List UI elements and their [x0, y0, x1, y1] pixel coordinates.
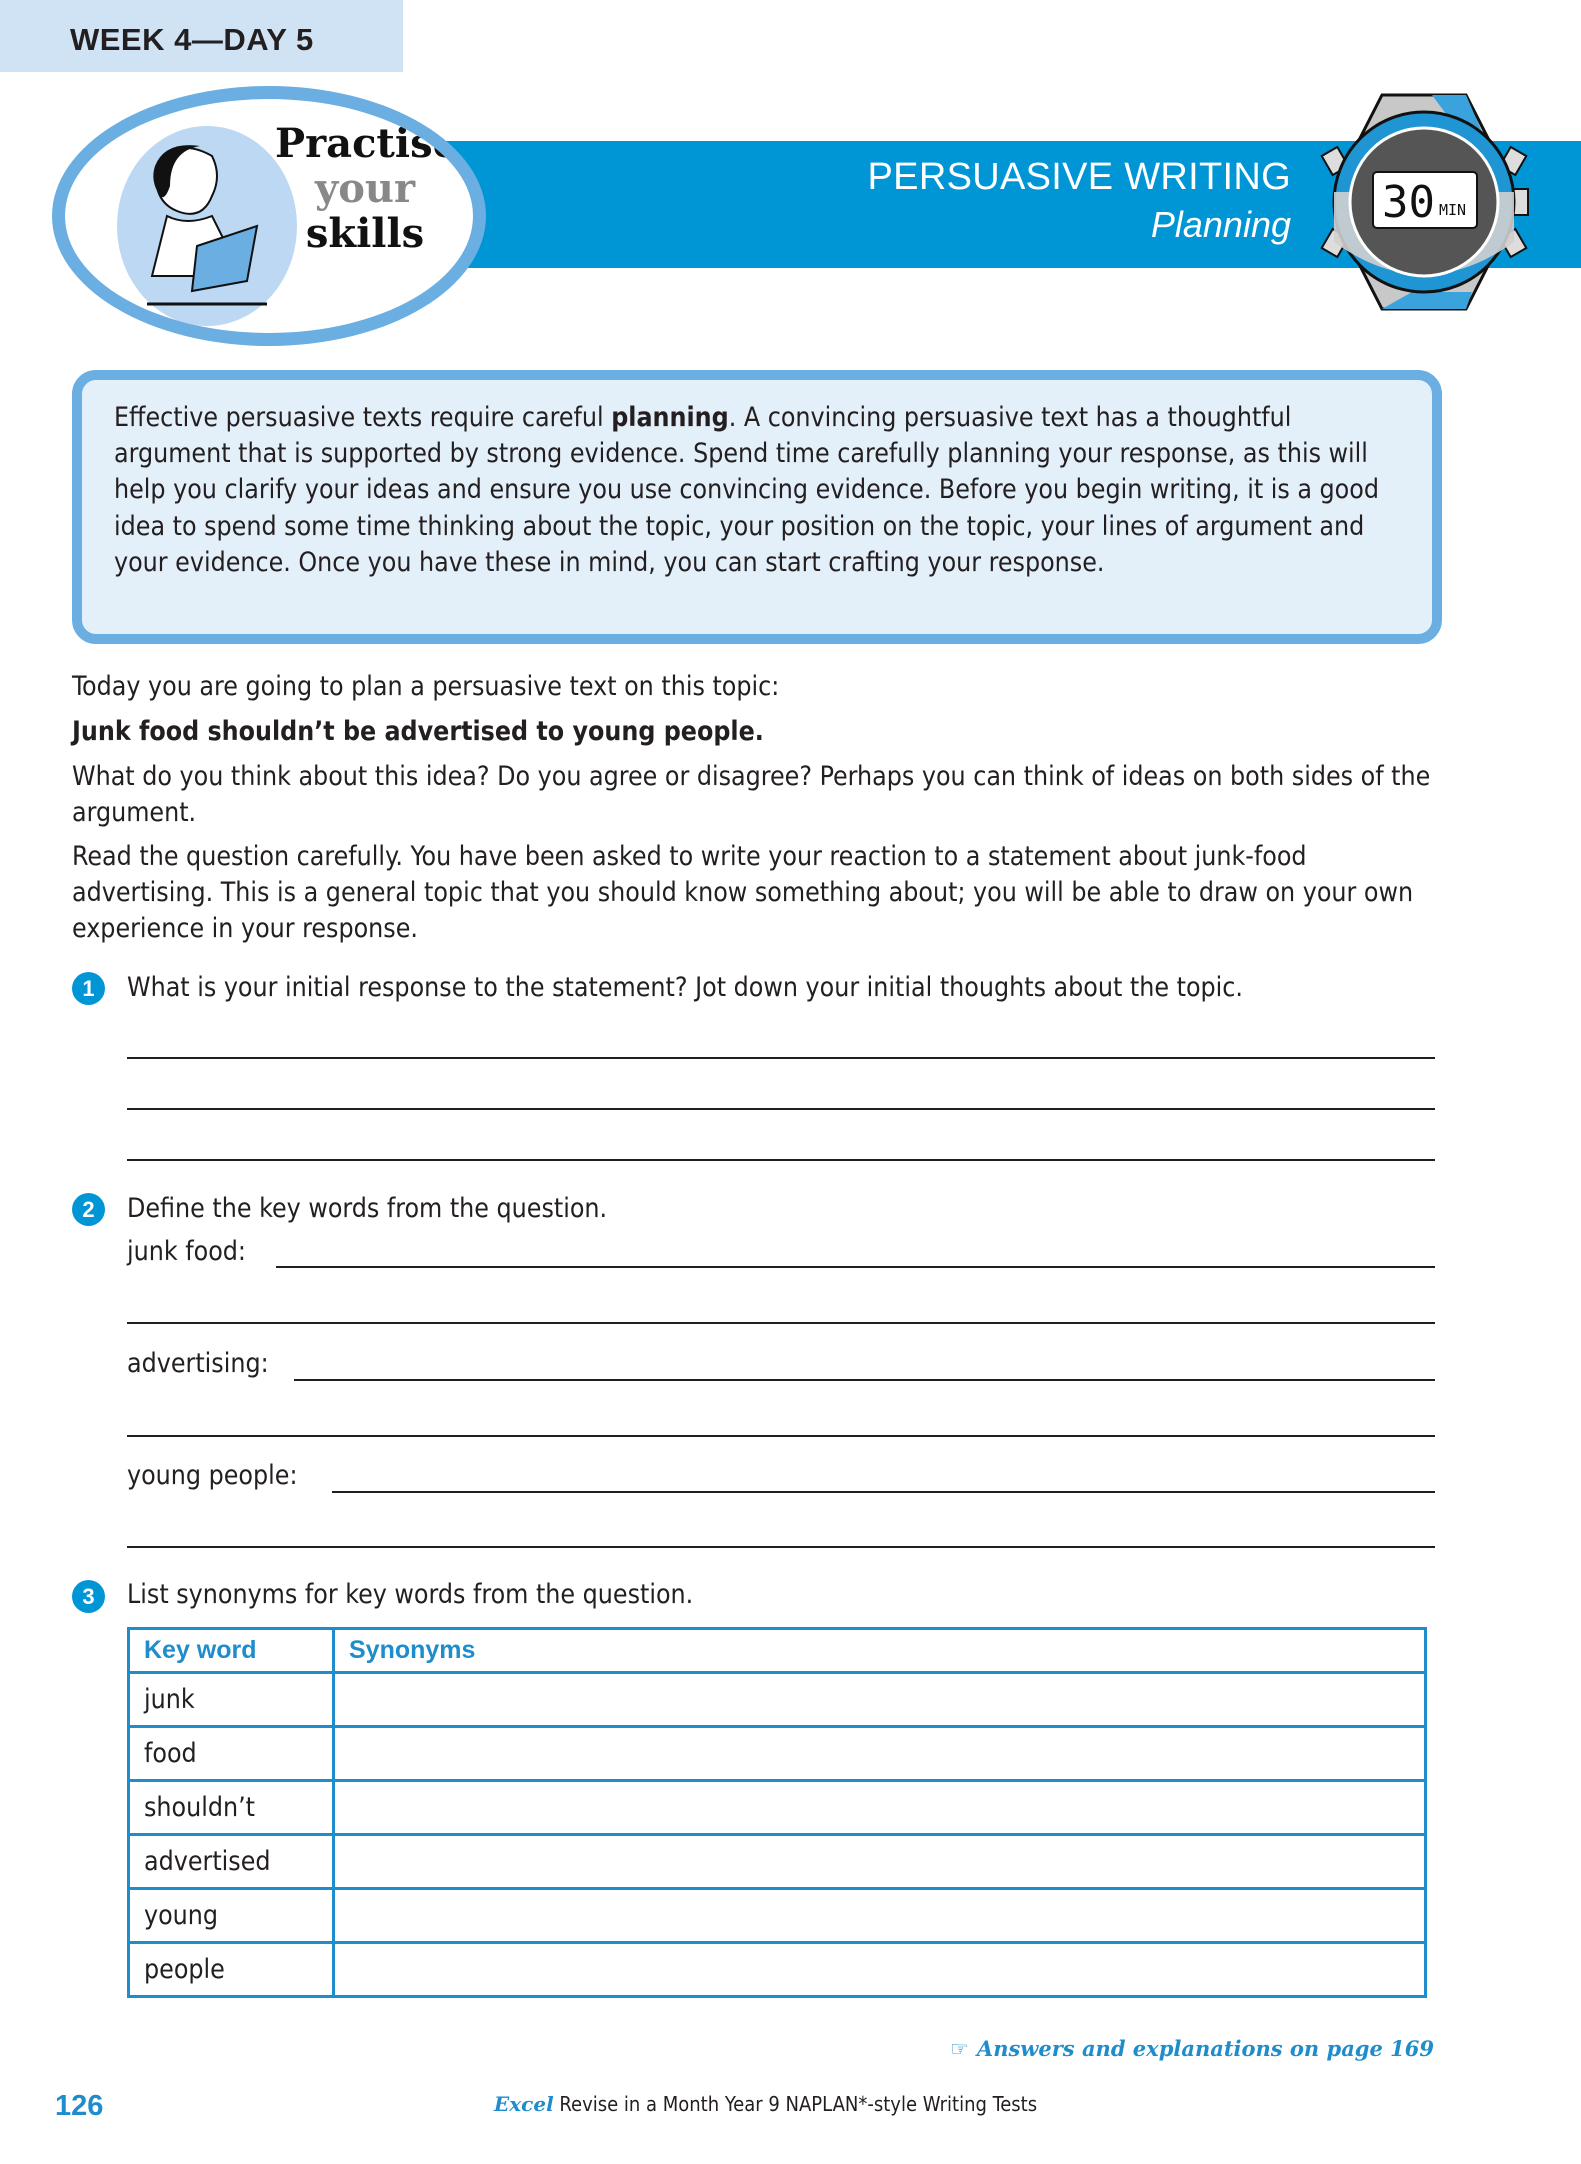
- week-day-label: WEEK 4—DAY 5: [70, 22, 314, 57]
- column-header-key-word: Key word: [129, 1629, 334, 1673]
- synonyms-input-cell[interactable]: [334, 1835, 1426, 1889]
- answer-line[interactable]: [127, 1108, 1435, 1110]
- intro-box: [72, 370, 1442, 644]
- badge-words: [275, 120, 459, 257]
- book-footer: [494, 2092, 1037, 2116]
- synonyms-input-cell[interactable]: [334, 1943, 1426, 1997]
- practise-skills-badge: [52, 86, 486, 346]
- table-row: [129, 1835, 1426, 1889]
- stopwatch-icon: [1312, 92, 1536, 312]
- table-row: [129, 1727, 1426, 1781]
- body-paragraph-instructions: Read the question carefully. You have been asked to write your reaction to a statement about junk-food advertising. This is a general topic that you should know something about; you will be able to draw on your own experience in your response.: [72, 841, 1414, 944]
- synonyms-input-cell[interactable]: [334, 1889, 1426, 1943]
- page-subtitle: Planning: [1150, 204, 1291, 245]
- table-row: [129, 1781, 1426, 1835]
- column-header-synonyms: Synonyms: [334, 1629, 1426, 1673]
- key-word-cell: food: [129, 1727, 334, 1781]
- body-paragraph-intro: Today you are going to plan a persuasive text on this topic:: [72, 671, 780, 702]
- table-row: [129, 1673, 1426, 1727]
- pointing-hand-icon: ☞: [950, 2037, 969, 2061]
- body-paragraph-question: What do you think about this idea? Do you agree or disagree? Perhaps you can think of ideas on both sides of the argument.: [72, 761, 1431, 828]
- junk-food-answer-line[interactable]: [276, 1266, 1435, 1268]
- badge-word-your: your: [314, 165, 416, 212]
- timer-value: 30: [1382, 177, 1435, 228]
- key-word-cell: people: [129, 1943, 334, 1997]
- table-row: [129, 1943, 1426, 1997]
- synonyms-input-cell[interactable]: [334, 1727, 1426, 1781]
- key-word-cell: junk: [129, 1673, 334, 1727]
- question-2-text: Define the key words from the question.: [127, 1193, 608, 1224]
- table-header-row: [129, 1629, 1426, 1673]
- synonyms-table: [127, 1627, 1427, 1998]
- answer-line[interactable]: [127, 1057, 1435, 1059]
- question-3-number-badge: 3: [72, 1580, 105, 1613]
- question-2-number-badge: 2: [72, 1193, 105, 1226]
- junk-food-answer-line-2[interactable]: [127, 1322, 1435, 1324]
- synonyms-input-cell[interactable]: [334, 1781, 1426, 1835]
- badge-word-practise: Practise: [275, 120, 459, 167]
- reader-illustration-icon: [117, 126, 297, 326]
- key-word-cell: young: [129, 1889, 334, 1943]
- intro-text-start: Effective persuasive texts require careful: [114, 402, 612, 433]
- topic-statement: Junk food shouldn’t be advertised to young people.: [72, 716, 764, 747]
- brand-name: Excel: [494, 2092, 554, 2116]
- key-word-cell: shouldn’t: [129, 1781, 334, 1835]
- young-people-answer-line-2[interactable]: [127, 1546, 1435, 1548]
- page-title: PERSUASIVE WRITING: [867, 156, 1291, 198]
- week-day-tab: [0, 0, 403, 72]
- question-1-number-badge: 1: [72, 972, 105, 1005]
- young-people-answer-line[interactable]: [332, 1491, 1435, 1493]
- badge-word-skills: skills: [305, 210, 425, 257]
- synonyms-input-cell[interactable]: [334, 1673, 1426, 1727]
- timer-unit: MIN: [1439, 201, 1467, 219]
- field-label-advertising: advertising:: [127, 1348, 269, 1379]
- book-title: Revise in a Month Year 9 NAPLAN*-style Writing Tests: [559, 2092, 1038, 2116]
- intro-text-rest: . A convincing persuasive text has a thoughtful argument that is supported by strong evidence. Spend time carefully planning your response, as this will help you clarify your ideas and ensure you use convincing evidence. Before you begin writing, it is a good idea to spend some time thinking about the topic, your position on the topic, your lines of argument and your evidence. Once you have these in mind, you can start crafting your response.: [114, 402, 1379, 578]
- key-word-cell: advertised: [129, 1835, 334, 1889]
- answer-line[interactable]: [127, 1159, 1435, 1161]
- intro-text: [114, 400, 1410, 581]
- table-row: [129, 1889, 1426, 1943]
- question-3-text: List synonyms for key words from the question.: [127, 1579, 694, 1610]
- answers-reference[interactable]: [950, 2036, 1434, 2061]
- field-label-junk-food: junk food:: [127, 1236, 246, 1267]
- advertising-answer-line[interactable]: [294, 1379, 1435, 1381]
- answers-reference-text: Answers and explanations on page 169: [976, 2036, 1434, 2061]
- page-number: 126: [55, 2090, 104, 2122]
- field-label-young-people: young people:: [127, 1460, 298, 1491]
- intro-text-bold: planning: [611, 402, 729, 433]
- question-1-text: What is your initial response to the statement? Jot down your initial thoughts about the topic.: [127, 972, 1243, 1003]
- advertising-answer-line-2[interactable]: [127, 1435, 1435, 1437]
